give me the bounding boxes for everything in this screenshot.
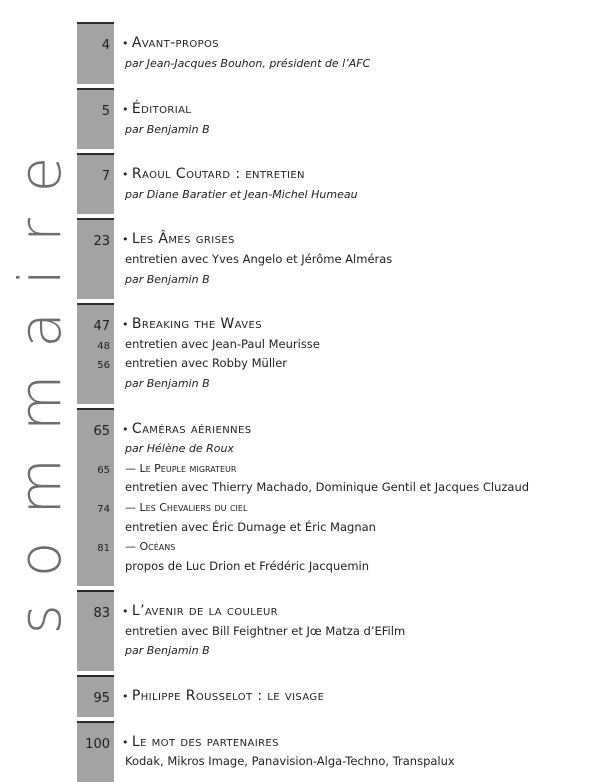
subsection-page-number: 65	[97, 464, 110, 476]
bullet-icon: •	[122, 422, 129, 436]
page-number: 47	[93, 319, 110, 335]
section-title[interactable]	[122, 733, 592, 753]
toc-section[interactable]	[77, 721, 592, 782]
author-line	[122, 641, 592, 661]
page-number-column	[77, 303, 114, 403]
page-number-column	[77, 22, 114, 84]
page-number-column	[77, 721, 114, 782]
subsection-page-number: 81	[97, 543, 110, 555]
description-line	[122, 335, 592, 355]
description-line	[122, 622, 592, 642]
bullet-icon: •	[122, 735, 129, 749]
side-title-text: sommaire	[6, 129, 74, 635]
section-title[interactable]	[122, 420, 592, 440]
section-content	[114, 22, 592, 84]
bullet-icon: •	[122, 318, 129, 332]
line-text: entretien avec Thierry Machado, Dominique Gentil et Jacques Cluzaud	[125, 480, 530, 495]
description-line	[122, 354, 592, 374]
author-line	[122, 185, 592, 205]
section-title-text: Le mot des partenaires	[131, 733, 279, 750]
subsection-title	[122, 498, 592, 518]
author-line	[122, 270, 592, 290]
toc-section[interactable]	[77, 675, 592, 717]
page-number-column	[77, 408, 114, 587]
line-text: entretien avec Yves Angelo et Jérôme Alméras	[125, 251, 393, 266]
section-title[interactable]	[122, 687, 592, 707]
page-number-column	[77, 153, 114, 214]
line-text: par Diane Baratier et Jean-Michel Humeau	[125, 187, 358, 201]
line-text: Kodak, Mikros Image, Panavision-Alga-Techno, Transpalux	[125, 754, 455, 769]
toc-section[interactable]	[77, 590, 592, 671]
line-text: par Benjamin B	[125, 122, 210, 136]
page-number: 100	[85, 736, 110, 752]
page-number-column	[77, 218, 114, 299]
page-number: 83	[93, 606, 110, 622]
line-text: propos de Luc Drion et Frédéric Jacquemin	[125, 558, 370, 573]
line-text: par Hélène de Roux	[125, 442, 234, 456]
section-title[interactable]	[122, 165, 592, 185]
section-title-text: Raoul Coutard : entretien	[131, 166, 305, 183]
page-number: 65	[93, 423, 110, 439]
section-title[interactable]	[122, 602, 592, 622]
toc-section[interactable]	[77, 153, 592, 214]
section-content	[114, 675, 592, 717]
section-content	[114, 218, 592, 299]
description-line	[122, 557, 592, 577]
description-line	[122, 478, 592, 498]
section-title-text: L’avenir de la couleur	[131, 603, 279, 620]
section-title[interactable]	[122, 315, 592, 335]
section-content	[114, 721, 592, 782]
page-number: 4	[101, 38, 110, 53]
toc-section[interactable]	[77, 22, 592, 84]
description-line	[122, 250, 592, 270]
line-text: entretien avec Jean-Paul Meurisse	[125, 336, 320, 351]
line-text: — Le Peuple migrateur	[125, 461, 237, 475]
line-text: par Jean-Jacques Bouhon, président de l’AFC	[125, 56, 371, 70]
section-title[interactable]	[122, 100, 592, 120]
author-line	[122, 120, 592, 140]
toc-section[interactable]	[77, 218, 592, 299]
page-number-column	[77, 590, 114, 671]
section-content	[114, 88, 592, 149]
section-content	[114, 408, 592, 587]
page-number: 7	[101, 169, 110, 185]
toc-section[interactable]	[77, 88, 592, 149]
section-content	[114, 153, 592, 214]
page-number-column	[77, 675, 114, 717]
line-text: entretien avec Bill Feightner et Jœ Matza d’EFilm	[125, 623, 406, 638]
section-title-text: Les Âmes grises	[131, 231, 235, 248]
bullet-icon: •	[122, 233, 129, 247]
line-text: entretien avec Robby Müller	[125, 356, 288, 371]
line-text: — Les Chevaliers du ciel	[125, 500, 248, 514]
subsection-page-number: 56	[97, 360, 110, 372]
line-text: par Benjamin B	[125, 644, 210, 658]
author-line	[122, 54, 592, 74]
side-title	[6, 22, 74, 742]
toc-section[interactable]	[77, 303, 592, 403]
bullet-icon: •	[122, 168, 129, 182]
subsection-title	[122, 459, 592, 479]
toc-section[interactable]	[77, 408, 592, 587]
page-number-column	[77, 88, 114, 149]
line-text: entretien avec Éric Dumage et Éric Magnan	[125, 519, 376, 534]
bullet-icon: •	[122, 605, 129, 619]
section-title[interactable]	[122, 230, 592, 250]
line-text: — Océans	[125, 540, 176, 554]
author-line	[122, 374, 592, 394]
section-title-text: Caméras aériennes	[131, 420, 252, 437]
table-of-contents	[77, 22, 592, 782]
line-text: par Benjamin B	[125, 376, 210, 390]
line-text: par Benjamin B	[125, 272, 210, 286]
section-content	[114, 303, 592, 403]
section-title-text: Éditorial	[131, 101, 192, 117]
page-number: 5	[101, 104, 110, 119]
section-title-text: Philippe Rousselot : le visage	[131, 688, 325, 705]
section-content	[114, 590, 592, 671]
subsection-page-number: 48	[97, 340, 110, 352]
subsection-page-number: 74	[97, 503, 110, 515]
bullet-icon: •	[122, 690, 129, 704]
bullet-icon: •	[122, 103, 129, 116]
page-number: 23	[93, 234, 110, 250]
subsection-title	[122, 537, 592, 557]
description-line	[122, 518, 592, 538]
bullet-icon: •	[122, 37, 129, 50]
section-title-text: Avant-propos	[131, 35, 220, 51]
author-line	[122, 439, 592, 459]
description-line	[122, 752, 592, 772]
section-title[interactable]	[122, 34, 592, 54]
page-number: 95	[93, 691, 110, 707]
section-title-text: Breaking the Waves	[131, 316, 262, 333]
